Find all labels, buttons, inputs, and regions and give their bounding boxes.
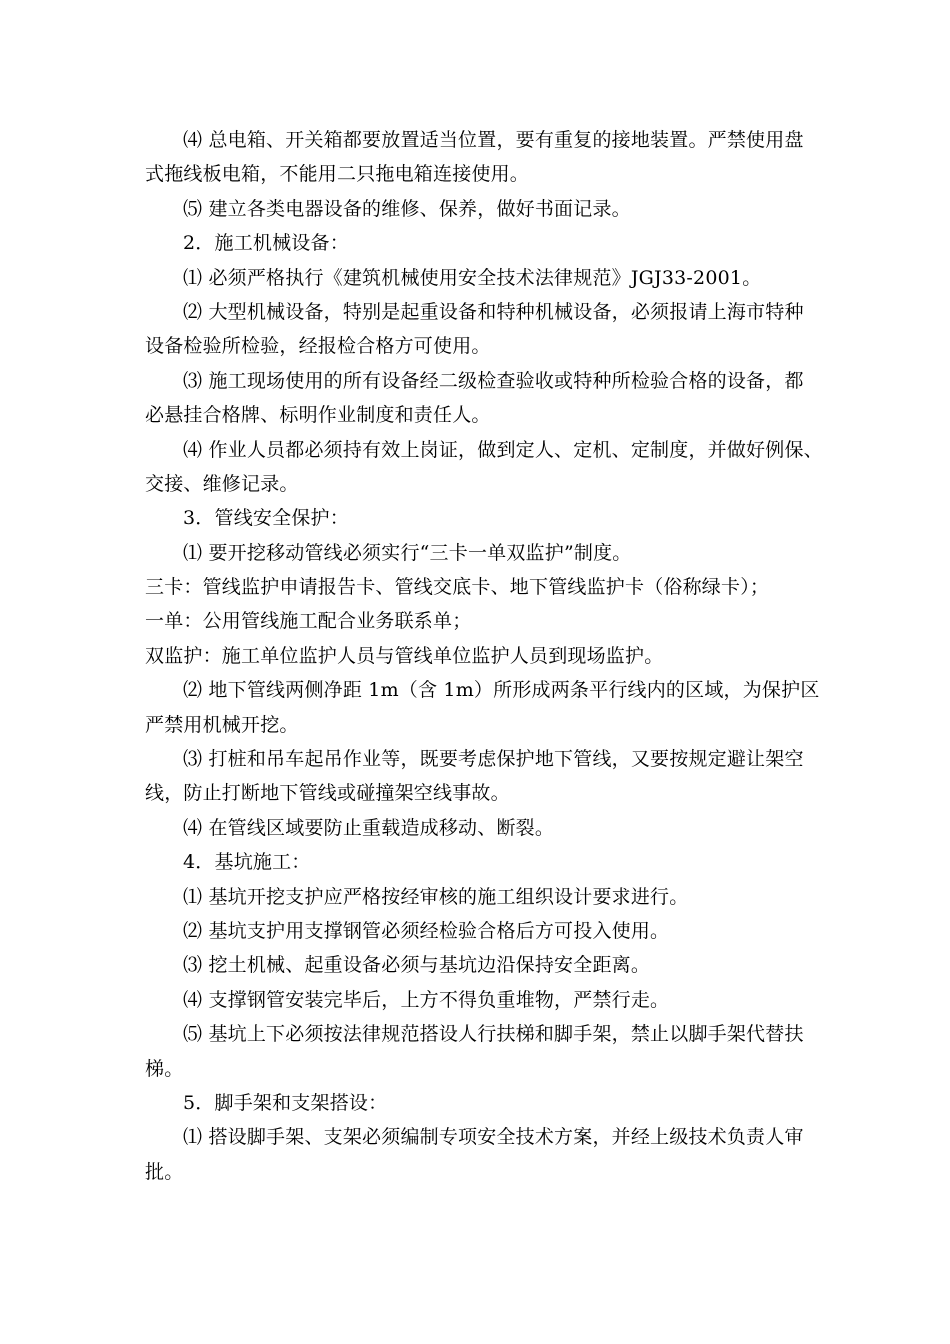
text-line: ⑸ 建立各类电器设备的维修、保养，做好书面记录。	[183, 197, 631, 220]
text-line: 必悬挂合格牌、标明作业制度和责任人。	[145, 404, 491, 427]
text-line: ⑶ 打桩和吊车起吊作业等，既要考虑保护地下管线，又要按规定避让架空	[183, 748, 804, 771]
text-line: ⑵ 大型机械设备，特别是起重设备和特种机械设备，必须报请上海市特种	[183, 300, 804, 323]
text-line: 4．基坑施工：	[183, 851, 311, 874]
text-line: 5．脚手架和支架搭设：	[183, 1091, 388, 1114]
text-line: ⑴ 必须严格执行《建筑机械使用安全技术法律规范》JGJ33-2001。	[183, 266, 762, 289]
text-line: 设备检验所检验，经报检合格方可使用。	[145, 335, 491, 358]
text-line: 梯。	[145, 1057, 184, 1080]
text-line: ⑸ 基坑上下必须按法律规范搭设人行扶梯和脚手架，禁止以脚手架代替扶	[183, 1023, 804, 1046]
document-body	[145, 123, 825, 1189]
text-line: 线，防止打断地下管线或碰撞架空线事故。	[145, 782, 510, 805]
text-line: 双监护：施工单位监护人员与管线单位监护人员到现场监护。	[145, 644, 664, 667]
text-line: ⑷ 支撑钢管安装完毕后，上方不得负重堆物，严禁行走。	[183, 988, 670, 1011]
text-line: 式拖线板电箱，不能用二只拖电箱连接使用。	[145, 163, 530, 186]
text-line: ⑴ 搭设脚手架、支架必须编制专项安全技术方案，并经上级技术负责人审	[183, 1126, 804, 1149]
text-line: 3．管线安全保护：	[183, 507, 349, 530]
text-line: ⑵ 地下管线两侧净距 1m（含 1m）所形成两条平行线内的区域，为保护区	[183, 679, 820, 702]
text-line: ⑶ 挖土机械、起重设备必须与基坑边沿保持安全距离。	[183, 954, 651, 977]
text-line: 严禁用机械开挖。	[145, 713, 299, 736]
text-line: ⑷ 在管线区域要防止重载造成移动、断裂。	[183, 816, 555, 839]
text-line: 批。	[145, 1160, 184, 1183]
text-line: 交接、维修记录。	[145, 472, 299, 495]
text-line: ⑷ 总电箱、开关箱都要放置适当位置，要有重复的接地装置。严禁使用盘	[183, 129, 804, 151]
text-line: ⑷ 作业人员都必须持有效上岗证，做到定人、定机、定制度，并做好例保、	[183, 438, 823, 461]
text-line: 2．施工机械设备：	[183, 232, 349, 255]
text-line: ⑴ 基坑开挖支护应严格按经审核的施工组织设计要求进行。	[183, 885, 689, 908]
text-line: 三卡：管线监护申请报告卡、管线交底卡、地下管线监护卡（俗称绿卡）；	[145, 576, 770, 599]
text-line: ⑴ 要开挖移动管线必须实行“三卡一单双监护”制度。	[183, 541, 632, 564]
text-line: 一单：公用管线施工配合业务联系单；	[145, 610, 472, 633]
text-line: ⑶ 施工现场使用的所有设备经二级检查验收或特种所检验合格的设备，都	[183, 369, 804, 392]
text-line: ⑵ 基坑支护用支撑钢管必须经检验合格后方可投入使用。	[183, 919, 670, 942]
